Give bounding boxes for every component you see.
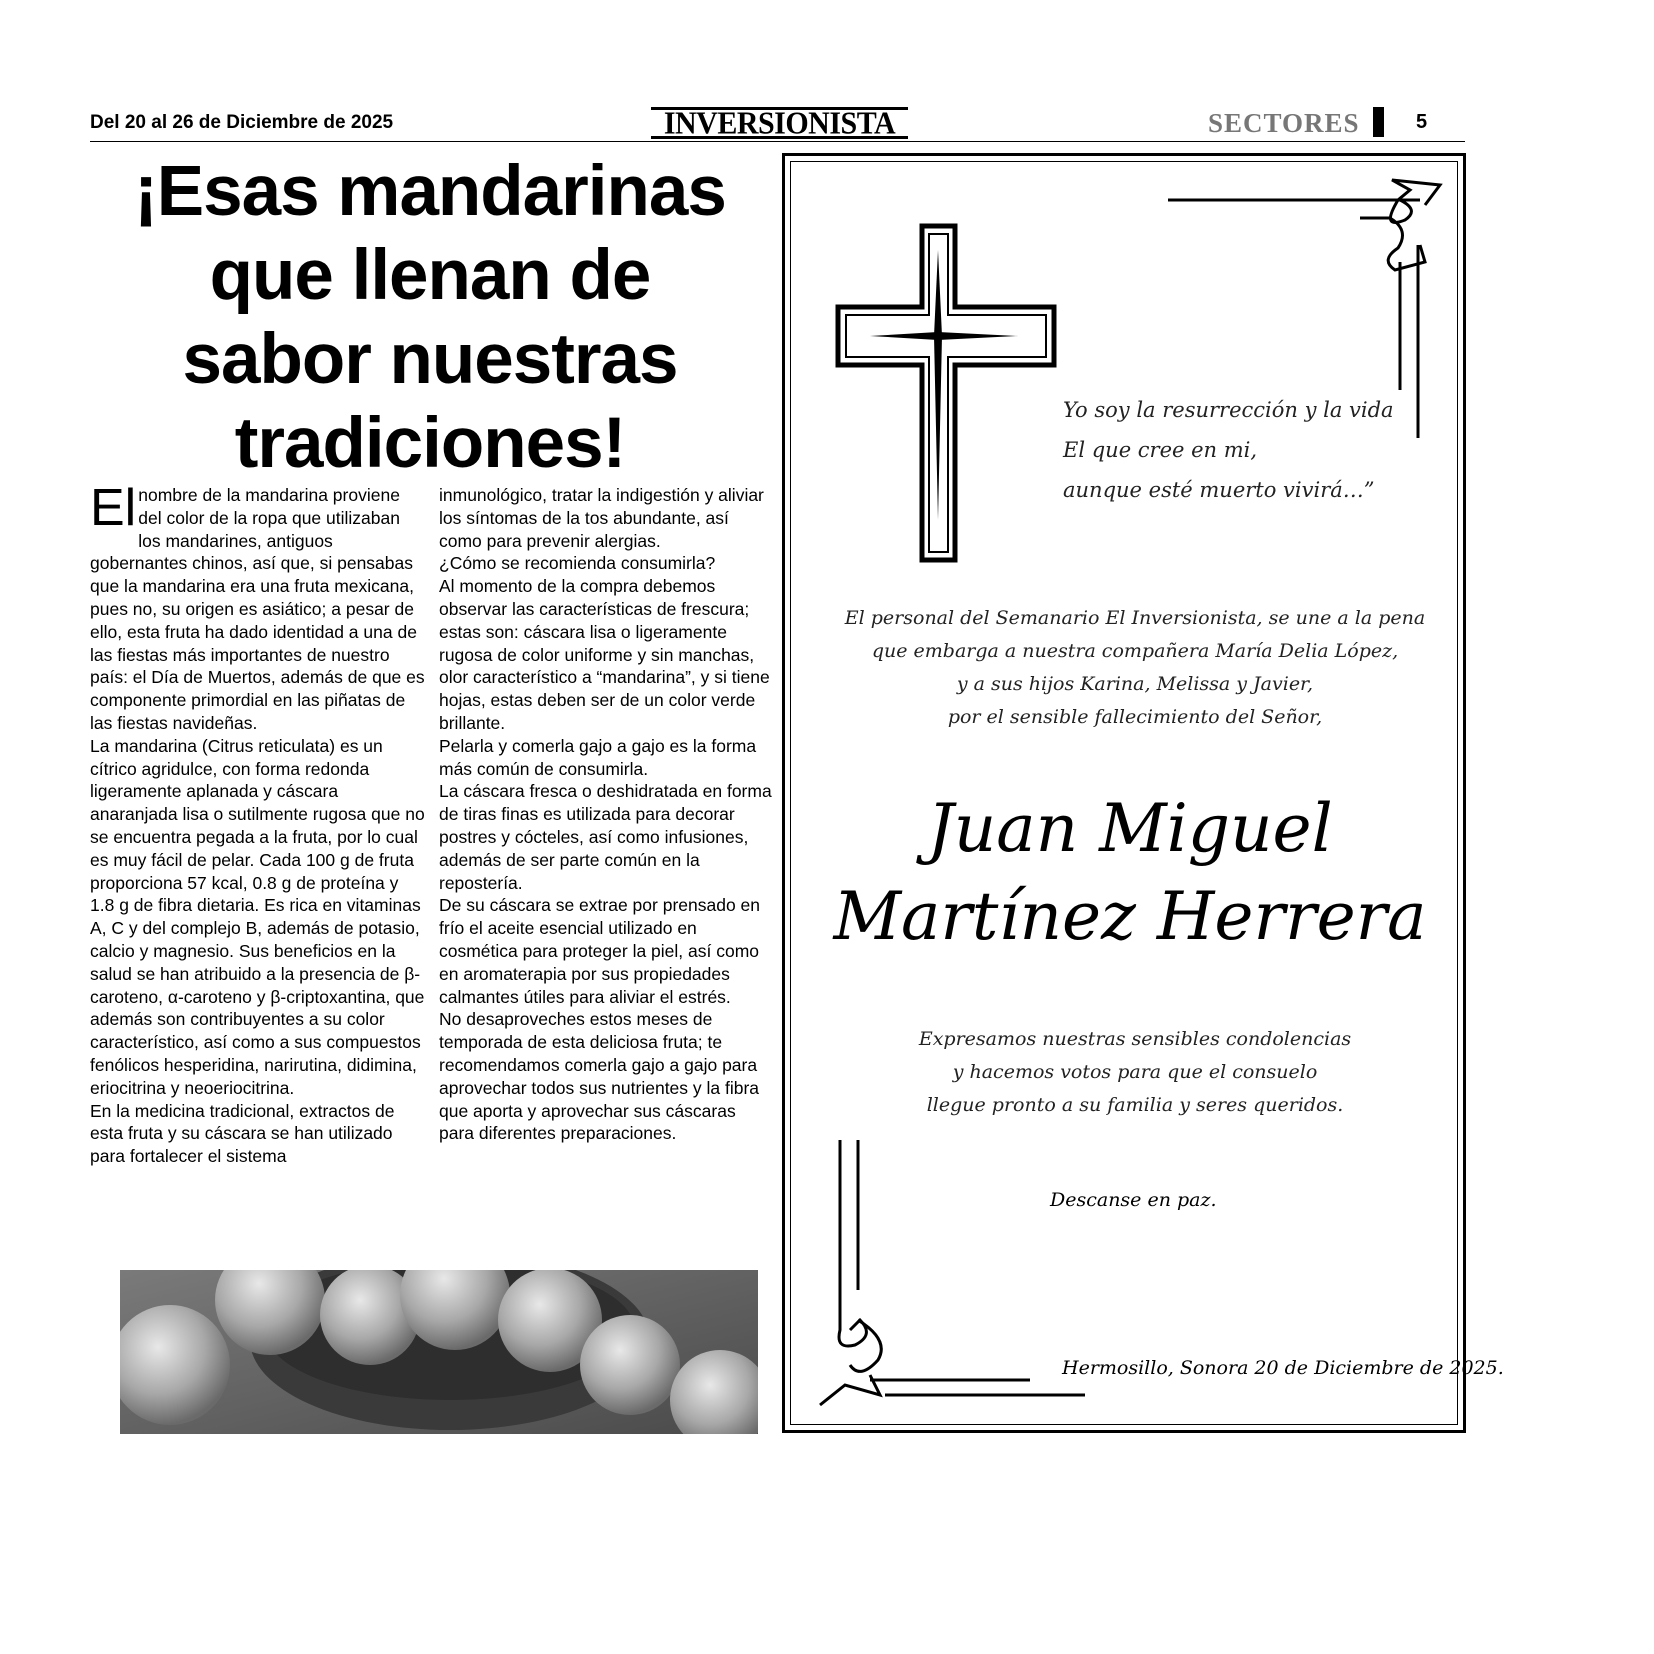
rest-in-peace: Descanse en paz. (1050, 1189, 1217, 1211)
article-column-2 (439, 484, 774, 1145)
headline-line: sabor nuestras (182, 320, 678, 399)
article-column-1 (90, 479, 425, 1168)
bible-quote (1063, 390, 1394, 510)
message-line: por el sensible fallecimiento del Señor, (947, 706, 1323, 728)
section-divider (1373, 107, 1384, 137)
name-line: Martínez Herrera (833, 878, 1427, 955)
page-number: 5 (1416, 111, 1428, 133)
article-headline (90, 150, 770, 486)
mandarins-photo (120, 1270, 758, 1434)
drop-cap: El (90, 479, 137, 537)
condolence-intro (820, 602, 1450, 734)
message-line: que embarga a nuestra compañera María Delia López, (871, 640, 1399, 662)
header-rule (90, 141, 1465, 142)
issue-date: Del 20 al 26 de Diciembre de 2025 (90, 112, 394, 133)
condolence-line: Expresamos nuestras sensibles condolencias (918, 1028, 1352, 1050)
quote-line: El que cree en mi, (1063, 438, 1258, 462)
condolence-message (820, 1023, 1450, 1122)
section-title: SECTORES (1208, 108, 1360, 138)
deceased-name (800, 785, 1460, 961)
column-2-text: inmunológico, tratar la indigestión y aliviar los síntomas de la tos abundante, así como para prevenir alergias. ¿Cómo se recomienda consumirla? Al momento de la compra debemos observar las características de frescura; estas son: cáscara lisa o ligeramente rugosa de color uniforme y sin manchas, olor característico a “mandarina”, y si tiene hojas, estas deben ser de un color verde brillante. Pelarla y comerla gajo a gajo es la forma más común de consumirla. La cáscara fresca o deshidratada en forma de tiras finas es utilizada para decorar postres y cócteles, así como infusiones, además de ser parte común en la repostería. De su cáscara se extrae por prensado en frío el aceite esencial utilizado en cosmética para proteger la piel, así como en aromaterapia por sus propiedades calmantes útiles para aliviar el estrés. No desaproveches estos meses de temporada de esta deliciosa fruta; te recomendamos comerla gajo a gajo para aprovechar todos sus nutrientes y la fibra que aporta y aprovechar sus cáscaras para diferentes preparaciones. (439, 485, 772, 1144)
headline-line: tradiciones! (234, 404, 626, 483)
column-1-text: nombre de la mandarina proviene del color de la ropa que utilizaban los mandarines, antiguos gobernantes chinos, así que, si pensabas que la mandarina era una fruta mexicana, pues no, su origen es asiático; a pesar de ello, esta fruta ha dado identidad a una de las fiestas más importantes de nuestro país: el Día de Muertos, además de que es componente primordial en las piñatas de las fiestas navideñas. La mandarina (Citrus reticulata) es un cítrico agridulce, con forma redonda ligeramente aplanada y cáscara anaranjada lisa o sutilmente rugosa que no se encuentra pegada a la fruta, por lo cual es muy fácil de pelar. Cada 100 g de fruta proporciona 57 kcal, 0.8 g de proteína y 1.8 g de fibra dietaria. Es rica en vitaminas A, C y del complejo B, además de potasio, calcio y magnesio. Sus beneficios en la salud se han atribuido a la presencia de β-caroteno, α-caroteno y β-criptoxantina, que además son contribuyentes a su color característico, así como a sus compuestos fenólicos hesperidina, narirutina, didimina, eriocitrina y neoeriocitrina. En la medicina tradicional, extractos de esta fruta y su cáscara se han utilizado para fortalecer el sistema (90, 485, 425, 1167)
mandarins-image (120, 1270, 758, 1434)
name-line: Juan Miguel (927, 790, 1333, 867)
condolence-line: y hacemos votos para que el consuelo (952, 1061, 1318, 1083)
headline-line: ¡Esas mandarinas (134, 152, 726, 231)
condolence-line: llegue pronto a su familia y seres queridos. (926, 1094, 1344, 1116)
newspaper-logo (651, 107, 908, 139)
headline-line: que llenan de (209, 236, 651, 315)
quote-line: aunque esté muerto vivirá…” (1063, 478, 1375, 502)
place-date: Hermosillo, Sonora 20 de Diciembre de 2025. (1062, 1357, 1504, 1379)
message-line: El personal del Semanario El Inversionista, se une a la pena (844, 607, 1426, 629)
quote-line: Yo soy la resurrección y la vida (1063, 398, 1394, 422)
logo-text: INVERSIONISTA (663, 106, 896, 141)
message-line: y a sus hijos Karina, Melissa y Javier, (956, 673, 1314, 695)
